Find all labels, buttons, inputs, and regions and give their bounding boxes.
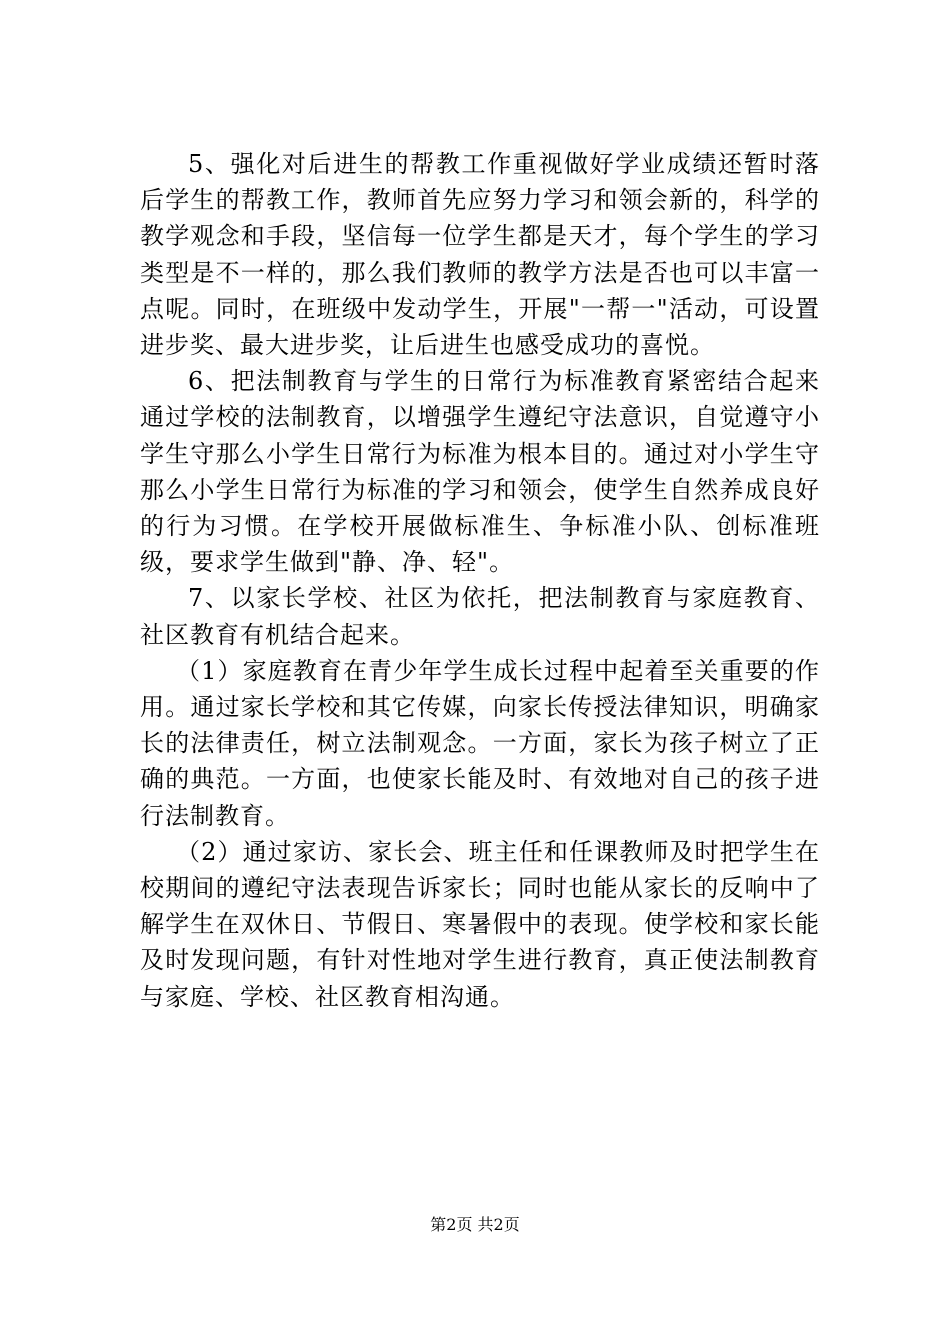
paragraph-subitem-1: （1）家庭教育在青少年学生成长过程中起着至关重要的作用。通过家长学校和其它传媒，向家长传授法律知识，明确家长的法律责任，树立法制观念。一方面，家长为孩子树立了正确的典范。一方面，也使家长能及时、有效地对自己的孩子进行法制教育。 bbox=[140, 656, 820, 830]
page-number-footer: 第2页 共2页 bbox=[430, 1215, 520, 1234]
paragraph-item-6: 6、把法制教育与学生的日常行为标准教育紧密结合起来通过学校的法制教育，以增强学生遵纪守法意识，自觉遵守小学生守那么小学生日常行为标准为根本目的。通过对小学生守那么小学生日常行为标准的学习和领会，使学生自然养成良好的行为习惯。在学校开展做标准生、争标准小队、创标准班级，要求学生做到"静、净、轻"。 bbox=[140, 367, 820, 577]
document-body bbox=[140, 146, 820, 1015]
paragraph-subitem-2: （2）通过家访、家长会、班主任和任课教师及时把学生在校期间的遵纪守法表现告诉家长；同时也能从家长的反响中了解学生在双休日、节假日、寒暑假中的表现。使学校和家长能及时发现问题，有针对性地对学生进行教育，真正使法制教育与家庭、学校、社区教育相沟通。 bbox=[140, 837, 820, 1011]
paragraph-item-7: 7、以家长学校、社区为依托，把法制教育与家庭教育、社区教育有机结合起来。 bbox=[140, 584, 820, 649]
paragraph-item-5: 5、强化对后进生的帮教工作重视做好学业成绩还暂时落后学生的帮教工作，教师首先应努力学习和领会新的，科学的教学观念和手段，坚信每一位学生都是天才，每个学生的学习类型是不一样的，那么我们教师的教学方法是否也可以丰富一点呢。同时，在班级中发动学生，开展"一帮一"活动，可设置进步奖、最大进步奖，让后进生也感受成功的喜悦。 bbox=[140, 150, 820, 360]
